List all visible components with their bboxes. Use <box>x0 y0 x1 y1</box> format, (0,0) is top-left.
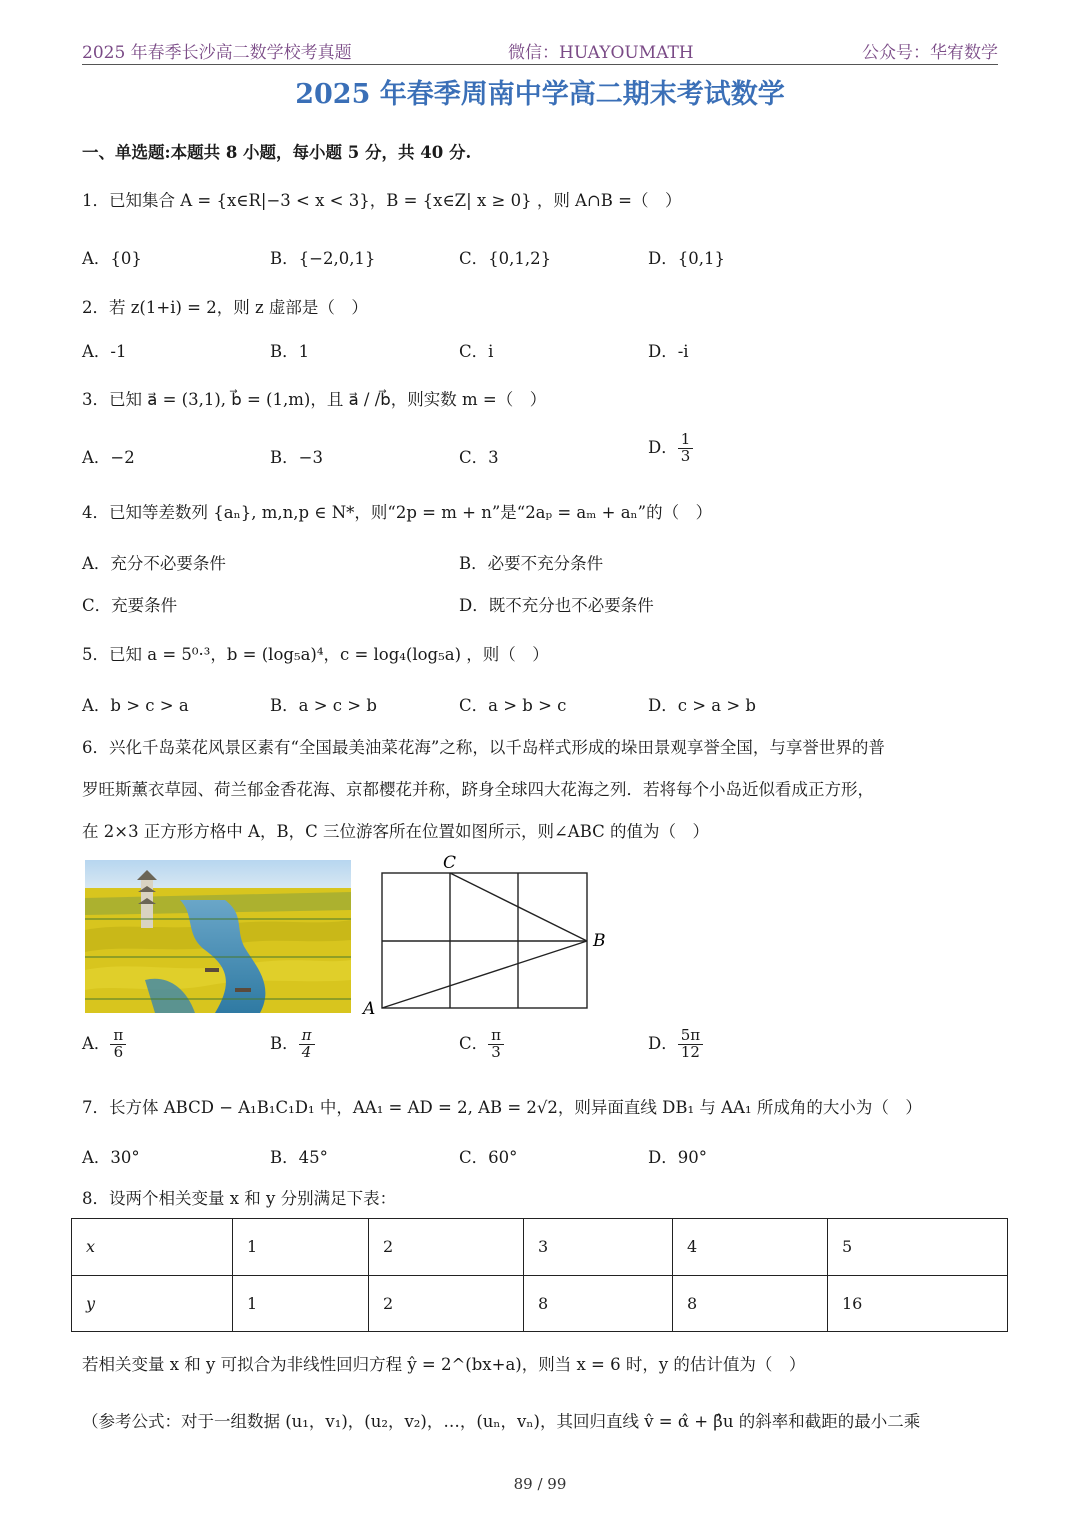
question-8-followup: 若相关变量 x 和 y 可拟合为非线性回归方程 ŷ = 2^(bx+a)，则当 x = 6 时，y 的估计值为（ ） <box>82 1355 806 1374</box>
table-cell: 2 <box>369 1219 524 1276</box>
page-number: 89 / 99 <box>513 1475 567 1493</box>
question-5: 5．已知 a = 5⁰·³，b = (log₅a)⁴，c = log₄(log₅a) ，则（ ） <box>82 645 549 664</box>
question-3: 3．已知 a⃗ = (3,1), b⃗ = (1,m)，且 a⃗ / /b⃗，则实数 m =（ ） <box>82 390 547 409</box>
q3-option-d-denominator: 3 <box>680 446 691 465</box>
q5-option-c: C．a > b > c <box>459 696 567 715</box>
header-center: 微信：HUAYOUMATH <box>508 43 694 63</box>
question-2: 2．若 z(1+i) = 2，则 z 虚部是（ ） <box>82 298 368 317</box>
q6-option-a <box>82 1028 126 1061</box>
q3-option-d <box>648 432 693 465</box>
table-cell: 2 <box>369 1275 524 1332</box>
grid-diagram <box>360 850 620 1020</box>
table-cell: 1 <box>233 1219 369 1276</box>
q2-option-d: D．-i <box>648 342 689 361</box>
q5-option-d: D．c > a > b <box>648 696 756 715</box>
q4-option-a: A．充分不必要条件 <box>82 554 226 573</box>
q1-option-c: C．{0,1,2} <box>459 249 552 268</box>
point-label-a: A <box>363 999 376 1019</box>
q6-option-c-label: C． <box>459 1033 489 1053</box>
q6-option-d-denominator: 12 <box>680 1042 700 1061</box>
header-divider <box>82 64 998 65</box>
q4-option-c: C．充要条件 <box>82 596 178 615</box>
q3-option-c: C．3 <box>459 448 499 467</box>
table-cell: 8 <box>524 1275 673 1332</box>
question-6-line-2: 罗旺斯薰衣草园、荷兰郁金香花海、京都樱花并称，跻身全球四大花海之列．若将每个小岛近似看成正方形， <box>82 780 874 799</box>
q6-option-c-numerator: π <box>488 1028 504 1045</box>
q6-option-d <box>648 1028 703 1061</box>
q1-option-d: D．{0,1} <box>648 249 725 268</box>
table-cell: 5 <box>828 1219 1008 1276</box>
data-table <box>71 1218 1008 1332</box>
rapeseed-field-photo <box>85 860 351 1013</box>
q2-option-b: B．1 <box>270 342 310 361</box>
q6-option-d-numerator: 5π <box>678 1028 703 1045</box>
q3-option-b: B．−3 <box>270 448 323 467</box>
table-cell: 3 <box>524 1219 673 1276</box>
q6-option-a-denominator: 6 <box>113 1042 124 1061</box>
q6-option-c-denominator: 3 <box>491 1042 501 1061</box>
q6-option-b-denominator: 4 <box>301 1042 312 1061</box>
segment-ab <box>382 941 587 1008</box>
table-cell: 8 <box>673 1275 828 1332</box>
q7-option-a: A．30° <box>82 1148 140 1167</box>
table-row <box>72 1275 1008 1332</box>
q2-option-a: A．-1 <box>82 342 127 361</box>
question-1: 1．已知集合 A = {x∈R|−3 < x < 3}，B = {x∈Z| x ≥ 0} ，则 A∩B =（ ） <box>82 191 682 210</box>
q5-option-a: A．b > c > a <box>82 696 189 715</box>
table-cell: y <box>72 1275 233 1332</box>
q7-option-b: B．45° <box>270 1148 328 1167</box>
header-left: 2025 年春季长沙高二数学校考真题 <box>82 43 352 63</box>
q6-option-c <box>459 1028 504 1061</box>
question-8-reference: （参考公式：对于一组数据 (u₁，v₁)，(u₂，v₂)，…，(uₙ，vₙ)，其回归直线 v̂ = α̂ + β̂u 的斜率和截距的最小二乘 <box>82 1412 921 1431</box>
q6-option-d-label: D． <box>648 1033 678 1053</box>
table-row <box>72 1219 1008 1276</box>
q6-option-b-label: B． <box>270 1033 299 1053</box>
page-title: 2025 年春季周南中学高二期末考试数学 <box>295 79 785 110</box>
q3-option-d-label: D． <box>648 437 678 457</box>
point-label-c: C <box>443 853 457 873</box>
q7-option-c: C．60° <box>459 1148 518 1167</box>
q2-option-c: C．i <box>459 342 494 361</box>
q3-option-a: A．−2 <box>82 448 135 467</box>
q7-option-d: D．90° <box>648 1148 707 1167</box>
table-cell: 4 <box>673 1219 828 1276</box>
q4-option-d: D．既不充分也不必要条件 <box>459 596 654 615</box>
question-8: 8．设两个相关变量 x 和 y 分别满足下表： <box>82 1189 397 1208</box>
q1-option-b: B．{−2,0,1} <box>270 249 376 268</box>
point-label-b: B <box>593 931 606 951</box>
table-cell: x <box>72 1219 233 1276</box>
question-7: 7．长方体 ABCD − A₁B₁C₁D₁ 中，AA₁ = AD = 2, AB = 2√2，则异面直线 DB₁ 与 AA₁ 所成角的大小为（ ） <box>82 1098 922 1117</box>
section-heading: 一、单选题:本题共 8 小题，每小题 5 分，共 40 分. <box>82 143 472 162</box>
header-right: 公众号：华宥数学 <box>862 43 998 63</box>
q1-option-a: A．{0} <box>82 249 142 268</box>
table-cell: 16 <box>828 1275 1008 1332</box>
question-6-line-1: 6．兴化千岛菜花风景区素有“全国最美油菜花海”之称，以千岛样式形成的垛田景观享誉全国，与享誉世界的普 <box>82 738 885 757</box>
q4-option-b: B．必要不充分条件 <box>459 554 604 573</box>
q6-option-b-numerator: π <box>299 1028 315 1045</box>
question-4: 4．已知等差数列 {aₙ}, m,n,p ∈ N*，则“2p = m + n”是“2aₚ = aₘ + aₙ”的（ ） <box>82 503 713 522</box>
q6-option-a-numerator: π <box>110 1028 126 1045</box>
q6-option-a-label: A． <box>82 1033 111 1053</box>
table-cell: 1 <box>233 1275 369 1332</box>
q5-option-b: B．a > c > b <box>270 696 377 715</box>
q6-option-b <box>270 1028 315 1061</box>
question-6-line-3: 在 2×3 正方形方格中 A，B，C 三位游客所在位置如图所示，则∠ABC 的值为（ ） <box>82 822 710 841</box>
q3-option-d-numerator: 1 <box>678 432 694 449</box>
